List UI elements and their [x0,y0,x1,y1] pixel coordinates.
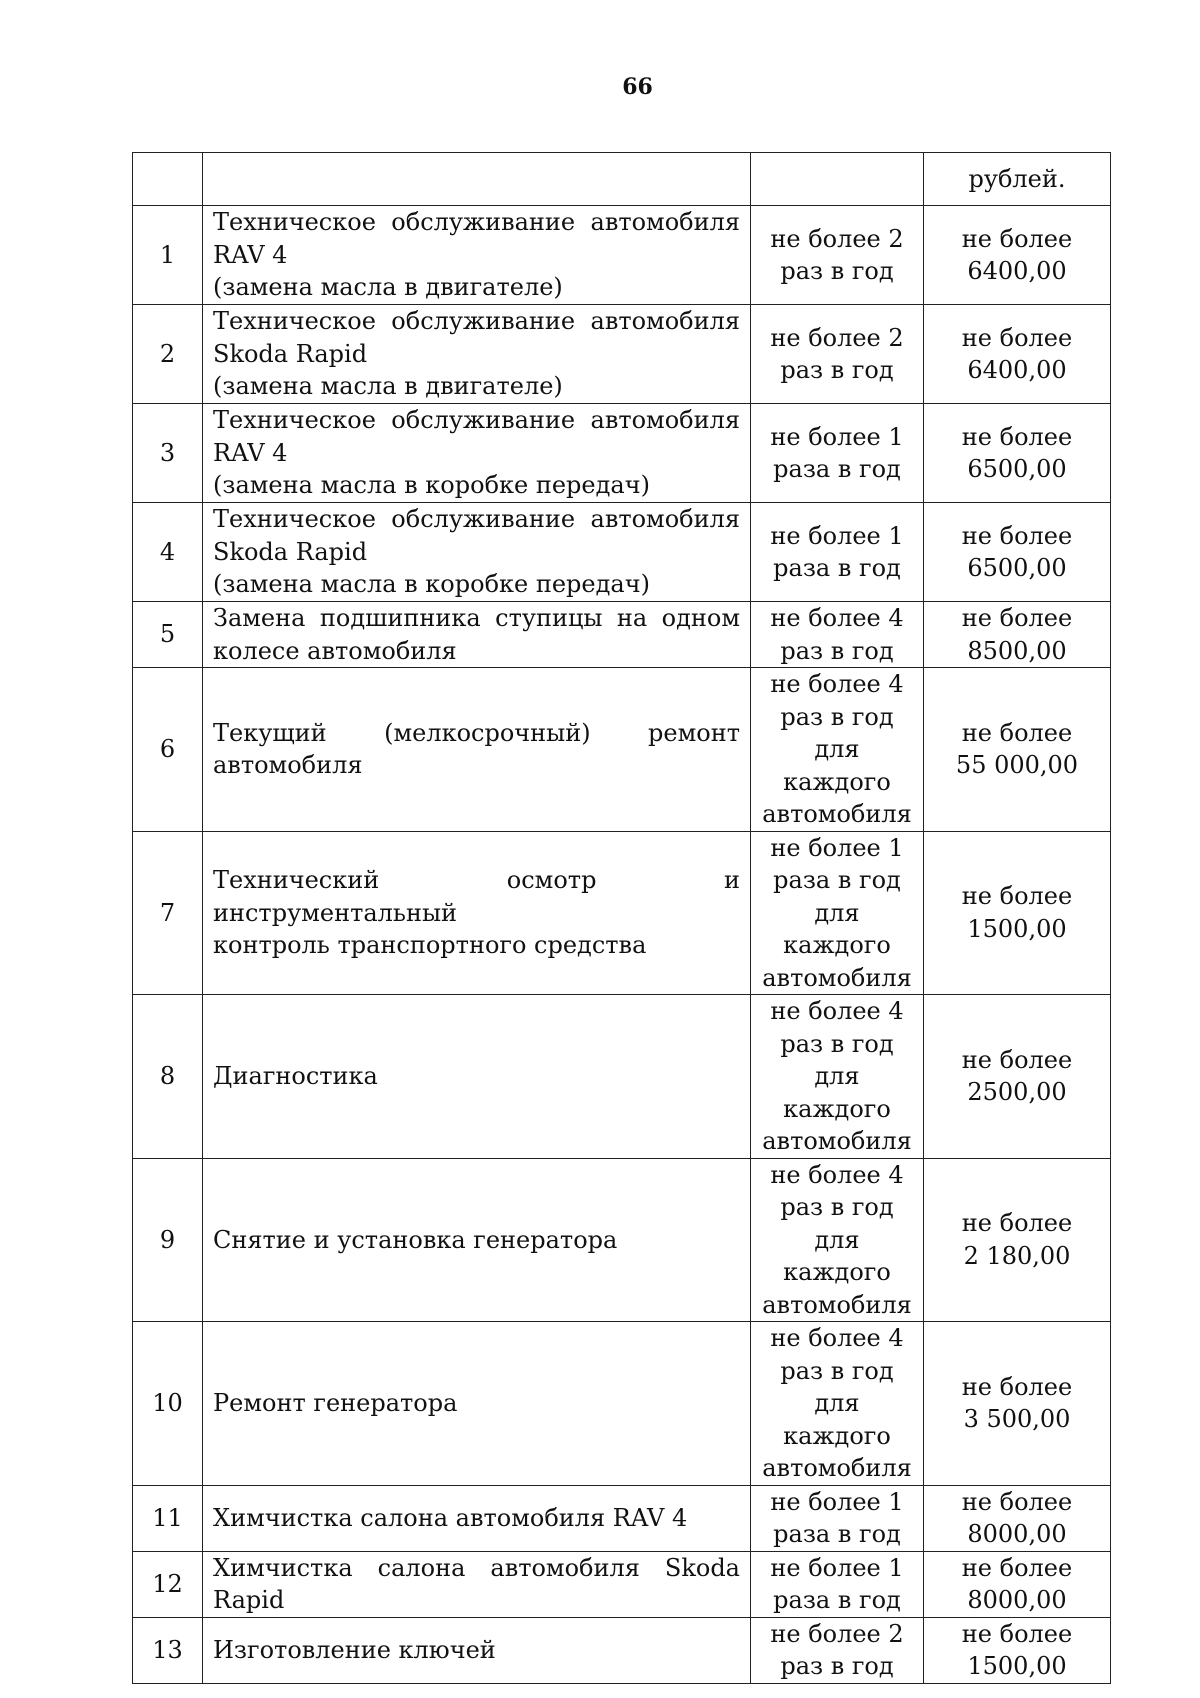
table-row [133,995,1111,1159]
service-name-cell [203,1322,751,1486]
price-line: 8000,00 [967,1520,1067,1548]
service-name-line: Техническое обслуживание автомобиля [213,505,740,534]
service-name-line: Skoda Rapid [213,537,368,566]
price-line: не более [961,1045,1073,1074]
service-name-cell [203,831,751,995]
service-name-cell [203,404,751,503]
frequency-line: не более 2 [770,1619,904,1648]
service-name-line: Ремонт генератора [213,1389,458,1417]
frequency-line: для каждого [783,1389,891,1450]
service-name-cell [203,1158,751,1322]
price-line: 6400,00 [967,356,1067,384]
service-name-line: (замена масла в коробке передач) [213,471,650,500]
price-line: не более [961,882,1073,911]
service-name-line: Текущий (мелкосрочный) ремонт [213,718,740,747]
frequency-line: раз в год [780,356,894,384]
frequency-line: не более 4 [770,670,904,698]
frequency-cell [751,1551,924,1617]
table-row [133,668,1111,832]
frequency-cell [751,404,924,503]
frequency-line: не более 4 [770,604,904,632]
service-name-line: Химчистка салона автомобиля RAV 4 [213,1503,688,1532]
service-name-cell [203,602,751,668]
frequency-line: автомобиля [762,1454,912,1482]
price-line: не более [961,1209,1073,1238]
service-name-cell [203,305,751,404]
price-line: 1500,00 [967,1652,1067,1680]
service-name-line: Технический осмотр и инструментальный [213,866,740,927]
service-name-line: Техническое обслуживание автомобиля [213,307,740,336]
frequency-cell [751,503,924,602]
frequency-cell [751,602,924,668]
price-line: 6500,00 [967,554,1067,582]
row-number-cell: 2 [133,305,203,404]
price-line: не более [961,604,1073,632]
table-row [133,1551,1111,1617]
frequency-line: не более 1 [770,1553,904,1582]
price-line: не более [961,1487,1073,1516]
frequency-cell [751,995,924,1159]
price-cell [924,305,1111,404]
frequency-line: автомобиля [762,1290,912,1319]
frequency-line: не более 1 [770,422,904,451]
row-number-cell: 13 [133,1617,203,1683]
table-row [133,1485,1111,1551]
table-row [133,503,1111,602]
price-line: не более [961,422,1073,451]
table-row [133,305,1111,404]
price-cell [924,831,1111,995]
table-row [133,602,1111,668]
page-number: 66 [622,74,653,100]
price-line: 2 180,00 [963,1241,1071,1270]
price-cell [924,1485,1111,1551]
table-row [133,1322,1111,1486]
row-number-cell: 10 [133,1322,203,1486]
service-name-line: (замена масла в двигателе) [213,273,563,302]
frequency-line: раз в год [780,1193,894,1221]
frequency-line: раз в год [780,636,894,665]
row-number-cell: 6 [133,668,203,832]
service-name-cell [203,503,751,602]
price-cell [924,503,1111,602]
frequency-line: раза в год [773,554,901,582]
frequency-line: автомобиля [762,800,912,828]
frequency-line: раз в год [780,1356,894,1385]
table-row [133,1158,1111,1322]
price-line: 8000,00 [967,1586,1067,1614]
price-cell [924,1551,1111,1617]
frequency-cell [751,1617,924,1683]
table-row [133,404,1111,503]
table-row [133,831,1111,995]
frequency-line: раз в год [780,1029,894,1058]
service-name-line: RAV 4 [213,438,288,467]
table-row [133,1617,1111,1683]
header-price-cell: рублей. [924,153,1111,206]
price-line: 2500,00 [967,1078,1067,1107]
service-name-line: Изготовление ключей [213,1635,496,1664]
service-name-line: колесе автомобиля [213,636,457,665]
table-row [133,206,1111,305]
service-name-line: Снятие и установка генератора [213,1225,618,1254]
price-line: 55 000,00 [955,751,1079,780]
service-name-line: автомобиля [213,751,363,780]
frequency-line: не более 2 [770,224,904,253]
frequency-cell [751,206,924,305]
price-line: 8500,00 [967,636,1067,665]
frequency-cell [751,1322,924,1486]
frequency-line: раза в год [773,1520,901,1548]
row-number-cell: 12 [133,1551,203,1617]
service-name-cell [203,668,751,832]
frequency-cell [751,668,924,832]
row-number-cell: 3 [133,404,203,503]
header-frequency-cell [751,153,924,206]
price-cell [924,1158,1111,1322]
service-name-line: RAV 4 [213,240,288,269]
frequency-line: не более 1 [770,521,904,550]
service-name-line: Диагностика [213,1062,378,1090]
frequency-cell [751,305,924,404]
service-name-line: Техническое обслуживание автомобиля [213,208,740,237]
frequency-line: автомобиля [762,963,912,992]
price-line: не более [961,521,1073,550]
frequency-line: раза в год [773,1586,901,1614]
price-line: не более [961,323,1073,352]
service-name-line: (замена масла в двигателе) [213,372,563,401]
frequency-line: автомобиля [762,1127,912,1155]
row-number-cell: 7 [133,831,203,995]
price-cell [924,1617,1111,1683]
services-table [132,152,1111,1684]
service-name-cell [203,995,751,1159]
frequency-cell [751,1158,924,1322]
frequency-line: раза в год [773,455,901,483]
frequency-line: не более 1 [770,833,904,862]
price-line: 1500,00 [967,914,1067,943]
frequency-cell [751,1485,924,1551]
table-header-row [133,153,1111,206]
row-number-cell: 1 [133,206,203,305]
price-cell [924,995,1111,1159]
frequency-line: раз в год [780,1652,894,1680]
header-name-cell [203,153,751,206]
price-line: не более [961,1553,1073,1582]
frequency-line: не более 4 [770,997,904,1025]
frequency-line: для каждого [783,1225,891,1286]
service-name-line: Техническое обслуживание автомобиля [213,406,740,435]
frequency-line: для каждого [783,898,891,959]
row-number-cell: 4 [133,503,203,602]
service-name-line: (замена масла в коробке передач) [213,570,650,599]
service-name-cell [203,1485,751,1551]
services-table-body [133,153,1111,1684]
price-line: 6500,00 [967,455,1067,483]
price-cell [924,602,1111,668]
row-number-cell: 8 [133,995,203,1159]
frequency-line: для каждого [783,735,891,796]
price-line: не более [961,718,1073,747]
service-name-line: Rapid [213,1586,285,1614]
price-line: не более [961,1372,1073,1401]
frequency-line: не более 4 [770,1160,904,1189]
service-name-line: Замена подшипника ступицы на одном [213,604,740,632]
frequency-line: не более 1 [770,1487,904,1516]
row-number-cell: 9 [133,1158,203,1322]
price-line: 3 500,00 [963,1405,1071,1434]
price-line: 6400,00 [967,257,1067,285]
service-name-line: Химчистка салона автомобиля Skoda [213,1553,740,1582]
frequency-line: для каждого [783,1062,891,1123]
frequency-cell [751,831,924,995]
price-cell [924,206,1111,305]
service-name-cell [203,206,751,305]
service-name-line: контроль транспортного средства [213,931,647,959]
price-cell [924,1322,1111,1486]
service-name-line: Skoda Rapid [213,339,368,368]
frequency-line: раз в год [780,702,894,731]
service-name-cell [203,1617,751,1683]
service-name-cell [203,1551,751,1617]
row-number-cell: 11 [133,1485,203,1551]
price-line: не более [961,224,1073,253]
frequency-line: раз в год [780,257,894,285]
price-line: не более [961,1619,1073,1648]
price-cell [924,404,1111,503]
header-num-cell [133,153,203,206]
frequency-line: раза в год [773,866,901,894]
frequency-line: не более 4 [770,1324,904,1352]
price-cell [924,668,1111,832]
frequency-line: не более 2 [770,323,904,352]
row-number-cell: 5 [133,602,203,668]
